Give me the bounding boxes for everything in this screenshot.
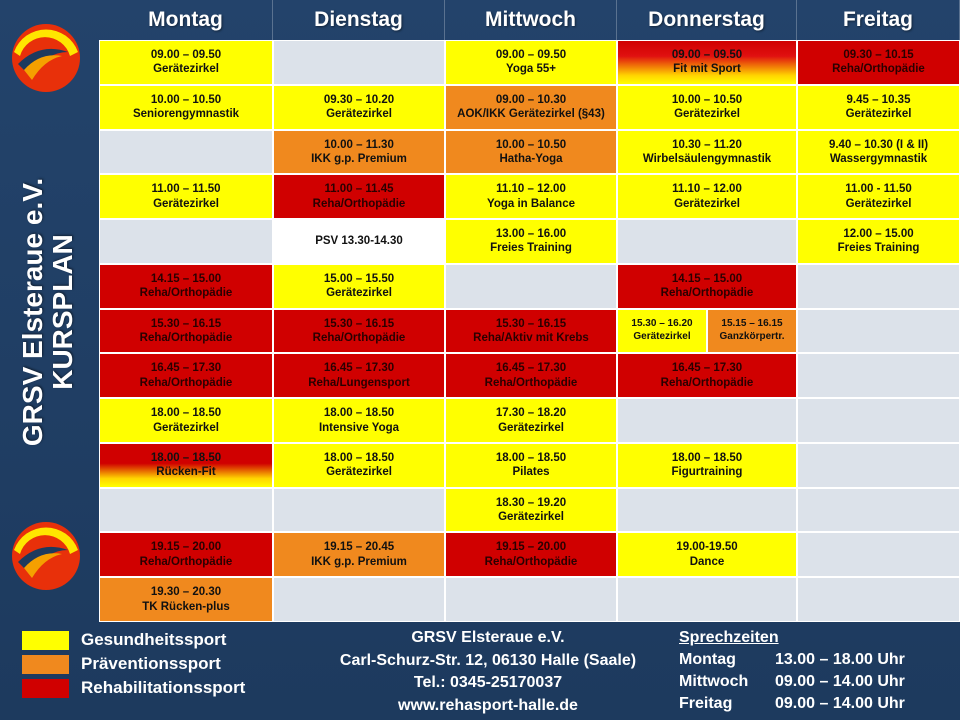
course-name: Gerätezirkel (153, 421, 219, 434)
empty-slot (617, 398, 797, 443)
legend-label: Rehabilitationssport (81, 678, 246, 697)
course-name: IKK g.p. Premium (311, 152, 407, 165)
course-name: Reha/Orthopädie (139, 331, 233, 344)
course-time: 18.00 – 18.50 (671, 451, 743, 464)
course-time: 16.45 – 17.30 (671, 362, 743, 375)
course-time: 18.00 – 18.50 (323, 407, 395, 420)
course-cell (273, 264, 445, 309)
course-time: 14.15 – 15.00 (671, 272, 743, 285)
course-time: 12.00 – 15.00 (843, 228, 914, 241)
course-name: Reha/Orthopädie (139, 376, 233, 389)
course-cell (99, 174, 273, 219)
office-hours-row (679, 671, 949, 693)
course-time: 16.45 – 17.30 (323, 362, 395, 375)
course-time: 15.30 – 16.15 (495, 317, 567, 330)
office-time: 13.00 – 18.00 Uhr (775, 651, 905, 668)
course-time: 09.00 – 09.50 (495, 49, 567, 61)
club-logo-icon (10, 520, 82, 592)
empty-slot (617, 219, 797, 264)
course-name: Gerätezirkel (498, 421, 564, 434)
course-name: Wassergymnastik (829, 152, 928, 165)
course-cell (445, 309, 617, 354)
club-address: Carl-Schurz-Str. 12, 06130 Halle (Saale) (339, 651, 637, 669)
course-time: 18.00 – 18.50 (150, 451, 222, 464)
course-name: Gerätezirkel (845, 108, 912, 121)
empty-slot (99, 488, 273, 533)
course-name: Yoga 55+ (506, 63, 556, 76)
course-cell (99, 264, 273, 309)
empty-slot (797, 398, 960, 443)
timetable (99, 0, 960, 622)
course-name: Gerätezirkel (153, 63, 219, 76)
course-cell (273, 174, 445, 219)
footer (0, 622, 960, 720)
course-time: 19.15 – 20.00 (495, 541, 567, 554)
empty-slot (797, 577, 960, 622)
course-time: 09.30 – 10.15 (843, 49, 914, 61)
course-cell (273, 85, 445, 130)
course-time: 9.40 – 10.30 (I & II) (828, 138, 929, 151)
empty-slot (797, 309, 960, 354)
day-header-donnerstag: Donnerstag (617, 0, 797, 40)
course-cell (99, 353, 273, 398)
course-time: 09.00 – 10.30 (495, 93, 567, 106)
course-time: 19.30 – 20.30 (150, 586, 222, 599)
office-day: Freitag (679, 695, 733, 712)
office-hours (679, 627, 949, 715)
empty-slot (797, 353, 960, 398)
course-name: Gerätezirkel (326, 466, 392, 479)
course-cell (273, 130, 445, 175)
day-header-montag: Montag (99, 0, 273, 40)
course-time: 14.15 – 15.00 (150, 272, 222, 285)
course-cell (99, 577, 273, 622)
course-name: Reha/Lungensport (308, 376, 410, 389)
course-name: Gerätezirkel (674, 197, 740, 210)
legend-item-gesundheitssport (22, 630, 226, 650)
course-name: Reha/Orthopädie (484, 376, 578, 389)
course-cell (707, 309, 797, 354)
course-cell (445, 488, 617, 533)
course-cell (445, 40, 617, 85)
course-time: 16.45 – 17.30 (150, 362, 222, 375)
empty-slot (273, 577, 445, 622)
course-name: Gerätezirkel (845, 197, 912, 210)
empty-slot (797, 532, 960, 577)
office-hours-row (679, 693, 949, 715)
course-name: Freies Training (837, 242, 920, 255)
course-name: Ganzkörpertr. (719, 330, 785, 342)
course-cell (445, 219, 617, 264)
office-hours-title: Sprechzeiten (679, 629, 779, 646)
office-day: Montag (679, 651, 736, 668)
office-day: Mittwoch (679, 673, 749, 690)
course-name: Gerätezirkel (153, 197, 219, 210)
course-cell (273, 353, 445, 398)
course-time: 15.30 – 16.15 (323, 317, 395, 330)
course-time: 10.00 – 11.30 (324, 138, 394, 151)
empty-slot (99, 219, 273, 264)
legend-label: Gesundheitssport (81, 630, 227, 649)
course-cell (99, 85, 273, 130)
course-name: Reha/Orthopädie (312, 197, 406, 210)
course-time: 9.45 – 10.35 (846, 93, 911, 106)
course-time: PSV 13.30-14.30 (315, 235, 403, 248)
course-time: 16.45 – 17.30 (495, 362, 567, 375)
course-cell (617, 130, 797, 175)
legend-item-praeventionssport (22, 654, 221, 674)
course-time: 15.00 – 15.50 (323, 272, 395, 285)
course-name: Seniorengymnastik (132, 108, 240, 121)
empty-slot (445, 577, 617, 622)
course-time: 18.00 – 18.50 (495, 451, 567, 464)
course-name: Reha/Orthopädie (139, 555, 233, 568)
course-name: Gerätezirkel (633, 330, 691, 342)
course-time: 11.10 – 12.00 (672, 183, 742, 196)
course-cell (445, 85, 617, 130)
course-cell (797, 130, 960, 175)
course-cell (617, 264, 797, 309)
course-time: 17.30 – 18.20 (495, 407, 567, 420)
course-cell (617, 353, 797, 398)
course-time: 10.00 – 10.50 (671, 93, 743, 106)
course-time: 18.30 – 19.20 (495, 496, 567, 509)
course-name: Reha/Orthopädie (832, 63, 925, 76)
course-cell (99, 532, 273, 577)
course-time: 19.00-19.50 (676, 541, 738, 554)
empty-slot (617, 488, 797, 533)
club-name: GRSV Elsteraue e.V. (411, 629, 565, 646)
course-cell (445, 532, 617, 577)
day-header-mittwoch: Mittwoch (445, 0, 617, 40)
empty-slot (99, 130, 273, 175)
course-time: 15.30 – 16.20 (631, 318, 693, 330)
course-cell (617, 85, 797, 130)
club-info (318, 627, 658, 717)
course-cell (99, 398, 273, 443)
course-time: 10.00 – 10.50 (150, 93, 222, 106)
course-cell (273, 532, 445, 577)
course-name: Reha/Aktiv mit Krebs (473, 331, 589, 344)
course-cell (617, 174, 797, 219)
course-cell (617, 443, 797, 488)
course-cell (99, 40, 273, 85)
course-name: Yoga in Balance (487, 197, 575, 210)
day-header-dienstag: Dienstag (273, 0, 445, 40)
course-time: 09.00 – 09.50 (150, 49, 222, 61)
course-time: 15.15 – 16.15 (721, 318, 783, 330)
legend-swatch (22, 631, 69, 650)
course-name: Gerätezirkel (326, 287, 392, 300)
course-time: 11.10 – 12.00 (496, 183, 566, 196)
course-time: 18.00 – 18.50 (323, 451, 395, 464)
legend-swatch (22, 679, 69, 698)
club-name-vertical: GRSV Elsteraue e.V. (16, 177, 48, 447)
course-name: Reha/Orthopädie (484, 555, 578, 568)
course-name: Reha/Orthopädie (660, 376, 754, 389)
day-header-freitag: Freitag (797, 0, 960, 40)
course-cell (99, 309, 273, 354)
course-cell (445, 174, 617, 219)
course-time: 11.00 – 11.45 (324, 183, 394, 196)
course-name: TK Rücken-plus (142, 600, 230, 613)
course-name: Dance (689, 555, 725, 568)
course-cell (273, 443, 445, 488)
empty-slot (445, 264, 617, 309)
office-hours-row (679, 649, 949, 671)
legend-item-rehabilitationssport (22, 678, 245, 698)
course-cell (273, 219, 445, 264)
plan-label-vertical: KURSPLAN (47, 234, 78, 390)
course-cell (445, 398, 617, 443)
empty-slot (797, 443, 960, 488)
course-cell (797, 219, 960, 264)
course-name: Figurtraining (671, 466, 743, 479)
course-cell (797, 85, 960, 130)
sidebar-title (18, 178, 78, 446)
legend-swatch (22, 655, 69, 674)
club-phone: Tel.: 0345-25170037 (413, 674, 563, 691)
course-cell (273, 309, 445, 354)
empty-slot (617, 577, 797, 622)
course-name: Freies Training (490, 242, 572, 255)
course-time: 19.15 – 20.45 (323, 541, 395, 554)
course-cell (273, 398, 445, 443)
course-name: Hatha-Yoga (499, 152, 563, 165)
course-time: 10.00 – 10.50 (495, 138, 567, 151)
course-time: 18.00 – 18.50 (150, 407, 222, 420)
office-time: 09.00 – 14.00 Uhr (775, 695, 905, 712)
course-cell (445, 130, 617, 175)
course-cell (445, 443, 617, 488)
course-time: 19.15 – 20.00 (150, 541, 222, 554)
course-time: 11.00 – 11.50 (151, 183, 221, 196)
course-time: 09.00 – 09.50 (671, 49, 743, 61)
course-name: Reha/Orthopädie (312, 331, 406, 344)
course-name: AOK/IKK Gerätezirkel (§43) (457, 108, 605, 121)
course-name: Reha/Orthopädie (660, 287, 754, 300)
course-cell (445, 353, 617, 398)
empty-slot (273, 40, 445, 85)
empty-slot (797, 264, 960, 309)
legend-label: Präventionssport (81, 654, 221, 673)
course-time: 10.30 – 11.20 (672, 138, 742, 151)
club-website[interactable]: www.rehasport-halle.de (398, 696, 578, 714)
course-name: IKK g.p. Premium (311, 555, 407, 568)
course-name: Gerätezirkel (326, 108, 392, 121)
course-name: Reha/Orthopädie (139, 287, 233, 300)
office-time: 09.00 – 14.00 Uhr (775, 673, 905, 690)
empty-slot (797, 488, 960, 533)
course-time: 13.00 – 16.00 (495, 228, 567, 241)
course-name: Fit mit Sport (673, 63, 741, 76)
club-logo-icon (10, 22, 82, 94)
course-name: Wirbelsäulengymnastik (642, 152, 772, 165)
course-cell (797, 40, 960, 85)
course-cell (797, 174, 960, 219)
course-cell (617, 532, 797, 577)
sidebar (0, 0, 99, 622)
course-time: 11.00 - 11.50 (845, 183, 912, 196)
course-name: Intensive Yoga (318, 421, 400, 434)
course-cell (617, 309, 707, 354)
empty-slot (273, 488, 445, 533)
course-name: Rücken-Fit (156, 466, 216, 479)
course-time: 09.30 – 10.20 (323, 93, 395, 106)
course-cell (99, 443, 273, 488)
course-time: 15.30 – 16.15 (150, 317, 222, 330)
course-name: Pilates (512, 466, 550, 479)
course-cell (617, 40, 797, 85)
course-name: Gerätezirkel (498, 511, 564, 524)
course-name: Gerätezirkel (674, 108, 740, 121)
